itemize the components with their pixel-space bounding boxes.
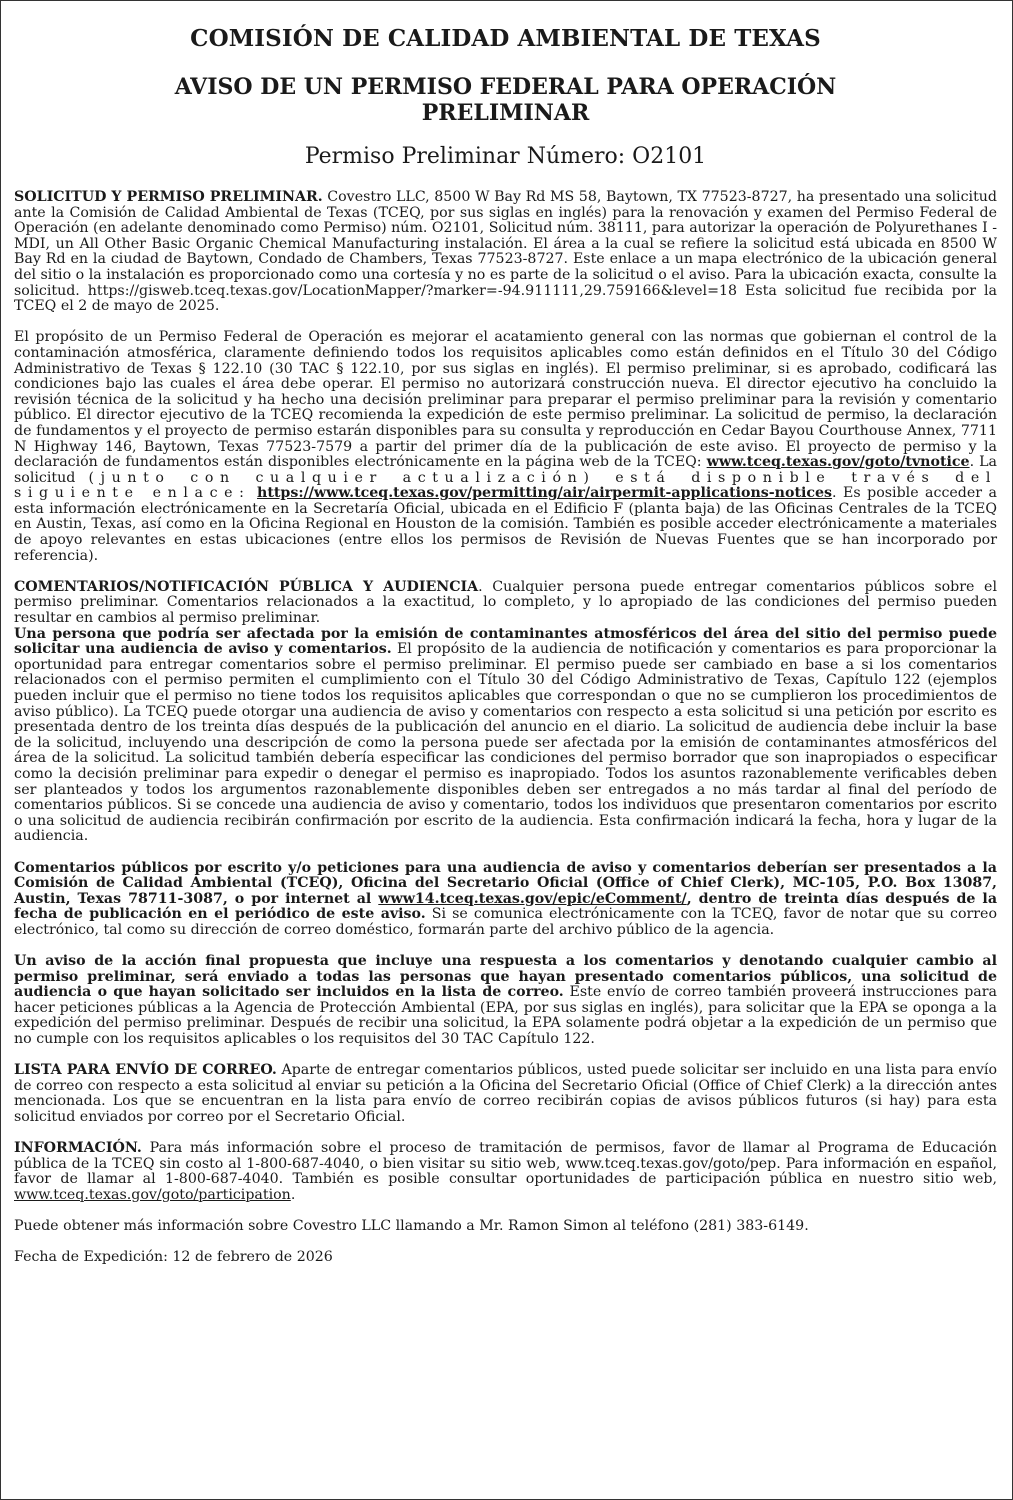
section-mailing-list xyxy=(14,1063,997,1125)
contact-line: Puede obtener más información sobre Covestro LLC llamando a Mr. Ramon Simon al teléfono (281) 383-6149. xyxy=(14,1218,809,1235)
bold-statement: Un aviso de la acción final propuesta que incluye una respuesta a los comentarios y denotando cualquier cambio al permiso preliminar, será enviado a todas las personas que hayan presentado comentarios públicos, una solicitud de audiencia o que hayan solicitado ser incluidos en la lista de correo. xyxy=(14,953,997,1001)
section-application xyxy=(14,190,997,315)
agency-title: COMISIÓN DE CALIDAD AMBIENTAL DE TEXAS xyxy=(190,25,821,52)
section-comments xyxy=(14,580,997,845)
section-information xyxy=(14,1141,997,1203)
ecomment-link[interactable]: www14.tceq.texas.gov/epic/eComment/ xyxy=(378,890,687,907)
paragraph-text: El propósito de la audiencia de notificación y comentarios es para proporcionar la oportunidad para entregar comentarios sobre el permiso preliminar. El permiso puede ser cambiado en base a si los comentarios relacionados con el permiso permiten el cumplimiento con el Título 30 del Código Administrativo de Texas, Capítulo 122 (ejemplos pueden incluir que el permiso no tiene todos los requisitos aplicables que correspondan o que no se cumplieron los procedimientos de aviso público). La TCEQ puede otorgar una audiencia de aviso y comentarios con respecto a esta solicitud si una petición por escrito es presentada dentro de los treinta días después de la publicación del anuncio en el diario. La solicitud de audiencia debe incluir la base de la solicitud, incluyendo una descripción de como la persona puede ser afectada por la emisión de contaminantes atmosféricos del área de la solicitud. La solicitud también debería especificar las condiciones del permiso borrador que son inapropiados o especificar como la decisión preliminar para expedir o denegar el permiso es inapropiado. Todos los asuntos razonablemente verificables deben ser planteados y todos los argumentos razonablemente disponibles deben ser entregados a no más tardar al final del período de comentarios públicos. Si se concede una audiencia de aviso y comentario, todos los individuos que presentaron comentarios por escrito o una solicitud de audiencia recibirán confirmación por escrito de la audiencia. Esta confirmación indicará la fecha, hora y lugar de la audiencia. xyxy=(14,641,997,845)
spaced-text: (junto con cualquier actualización) está disponible través del siguiente enlace: xyxy=(14,469,998,502)
paragraph-text: Aparte de entregar comentarios públicos, usted puede solicitar ser incluido en una lista para envío de correo con respecto a esta solicitud al enviar su petición a la Oficina del Secretario Oficial (Office of Chief Clerk) a la dirección antes mencionada. Los que se encuentran en la lista para envío de correo recibirán copias de avisos públicos futuros (si hay) para esta solicitud enviados por correo por el Secretario Oficial. xyxy=(14,1062,998,1126)
paragraph-text: . Es posible acceder a esta información electrónicamente en la Secretaría Oficial, ubicada en el Edificio F (planta baja) de las Oficinas Centrales de la TCEQ en Austin, Texas, así como en la Oficina Regional en Houston de la comisión. También es posible acceder electrónicamente a materiales de apoyo relevantes en estas ubicaciones (entre ellos los permisos de Revisión de Nuevas Fuentes que se han incorporado por referencia). xyxy=(14,485,997,564)
permit-number: Permiso Preliminar Número: O2101 xyxy=(304,144,707,169)
notice-body xyxy=(14,190,997,1266)
section-submission xyxy=(14,861,997,939)
paragraph-text: Covestro LLC, 8500 W Bay Rd MS 58, Baytown, TX 77523-8727, ha presentado una solicitud ante la Comisión de Calidad Ambiental de Texas (TCEQ, por sus siglas en inglés) para la renovación y examen del Permiso Federal de Operación (en adelante denominado como Permiso) núm. O2101, Solicitud núm. 38111, para autorizar la operación de Polyurethanes I - MDI, un All Other Basic Organic Chemical Manufacturing instalación. El área a la cual se refiere la solicitud está ubicada en 8500 W Bay Rd en la ciudad de Baytown, Condado de Chambers, Texas 77523-8727. Este enlace a un mapa electrónico de la ubicación general del sitio o la instalación es proporcionado como una cortesía y no es parte de la solicitud o el aviso. Para la ubicación exacta, consulte la solicitud. https://gisweb.tceq.texas.gov/LocationMapper/?marker=-94.911111,29.759166&level=18 Esta solicitud fue recibida por la TCEQ el 2 de mayo de 2025. xyxy=(14,189,997,315)
section-heading: LISTA PARA ENVÍO DE CORREO. xyxy=(14,1062,277,1079)
bold-statement: Comentarios públicos por escrito y/o peticiones para una audiencia de aviso y comentarios deberían ser presentados a la Comisión de Calidad Ambiental (TCEQ), Oficina del Secretario Oficial (Office of Chief Clerk), MC-105, P.O. Box 13087, Austin, Texas 78711-3087, o por internet al xyxy=(14,859,997,907)
paragraph-text: . xyxy=(290,1187,296,1203)
issue-date: Fecha de Expedición: 12 de febrero de 2026 xyxy=(14,1249,333,1266)
paragraph-text: . La solicitud xyxy=(14,454,997,486)
paragraph-text: Para más información sobre el proceso de tramitación de permisos, favor de llamar al Programa de Educación pública de la TCEQ sin costo al 1-800-687-4040, o bien visitar su sitio web, www.tceq.texas.gov/goto/pep. Para información en español, favor de llamar al 1-800-687-4040. También es posible consultar oportunidades de participación pública en nuestro sitio web, xyxy=(14,1140,997,1188)
paragraph-text: Este envío de correo también proveerá instrucciones para hacer peticiones públicas a la Agencia de Protección Ambiental (EPA, por sus siglas en inglés), para solicitar que la EPA se oponga a la expedición del permiso preliminar. Después de recibir una solicitud, la EPA solamente podrá objetar a la expedición de un permiso que no cumple con los requisitos aplicables o los requisitos del 30 TAC Capítulo 122. xyxy=(14,984,997,1048)
paragraph-text: . Cualquier persona puede entregar comentarios públicos sobre el permiso preliminar. Comentarios relacionados a la exactitud, lo completo, y lo apropiado de las condiciones del permiso pueden resultar en cambios al permiso preliminar. xyxy=(14,578,997,627)
section-final-action xyxy=(14,954,997,1048)
airpermit-link[interactable]: https://www.tceq.texas.gov/permitting/air/airpermit-applications-notices xyxy=(257,485,833,502)
participation-link[interactable]: www.tceq.texas.gov/goto/participation xyxy=(14,1187,291,1203)
section-heading: COMENTARIOS/NOTIFICACIÓN PÚBLICA Y AUDIENCIA xyxy=(14,578,479,595)
section-heading: SOLICITUD Y PERMISO PRELIMINAR. xyxy=(14,189,323,205)
bold-statement: Una persona que podría ser afectada por la emisión de contaminantes atmosféricos del área del sitio del permiso puede solicitar una audiencia de aviso y comentarios. xyxy=(14,625,997,658)
tvnotice-link[interactable]: www.tceq.texas.gov/goto/tvnotice xyxy=(706,454,970,471)
bold-statement: , dentro de treinta días después de la fecha de publicación en el periódico de este aviso. xyxy=(14,890,998,923)
paragraph-text: El propósito de un Permiso Federal de Operación es mejorar el acatamiento general con las normas que gobiernan el control de la contaminación atmosférica, claramente definiendo todos los requisitos aplicables como están definidos en el Título 30 del Código Administrativo de Texas § 122.10 (30 TAC § 122.10, por sus siglas en inglés). El permiso preliminar, si es aprobado, codificará las condiciones bajo las cuales el área debe operar. El permiso no autorizará construcción nueva. El director ejecutivo ha concluido la revisión técnica de la solicitud y ha hecho una decisión preliminar para preparar el permiso preliminar para la revisión y comentario público. El director ejecutivo de la TCEQ recomienda la expedición de este permiso preliminar. La solicitud de permiso, la declaración de fundamentos y el proyecto de permiso estarán disponibles para su consulta y reproducción en Cedar Bayou Courthouse Annex, 7711 N Highway 146, Baytown, Texas 77523-7579 a partir del primer día de la publicación de este aviso. El proyecto de permiso y la declaración de fundamentos están disponibles electrónicamente en la página web de la TCEQ: xyxy=(14,329,997,471)
section-purpose xyxy=(14,330,997,564)
section-heading: INFORMACIÓN. xyxy=(14,1140,142,1157)
notice-title: AVISO DE UN PERMISO FEDERAL PARA OPERACIÓN PRELIMINAR xyxy=(174,74,837,126)
paragraph-text: Si se comunica electrónicamente con la TCEQ, favor de notar que su correo electrónico, tal como su dirección de correo doméstico, formarán parte del archivo público de la agencia. xyxy=(14,906,997,938)
